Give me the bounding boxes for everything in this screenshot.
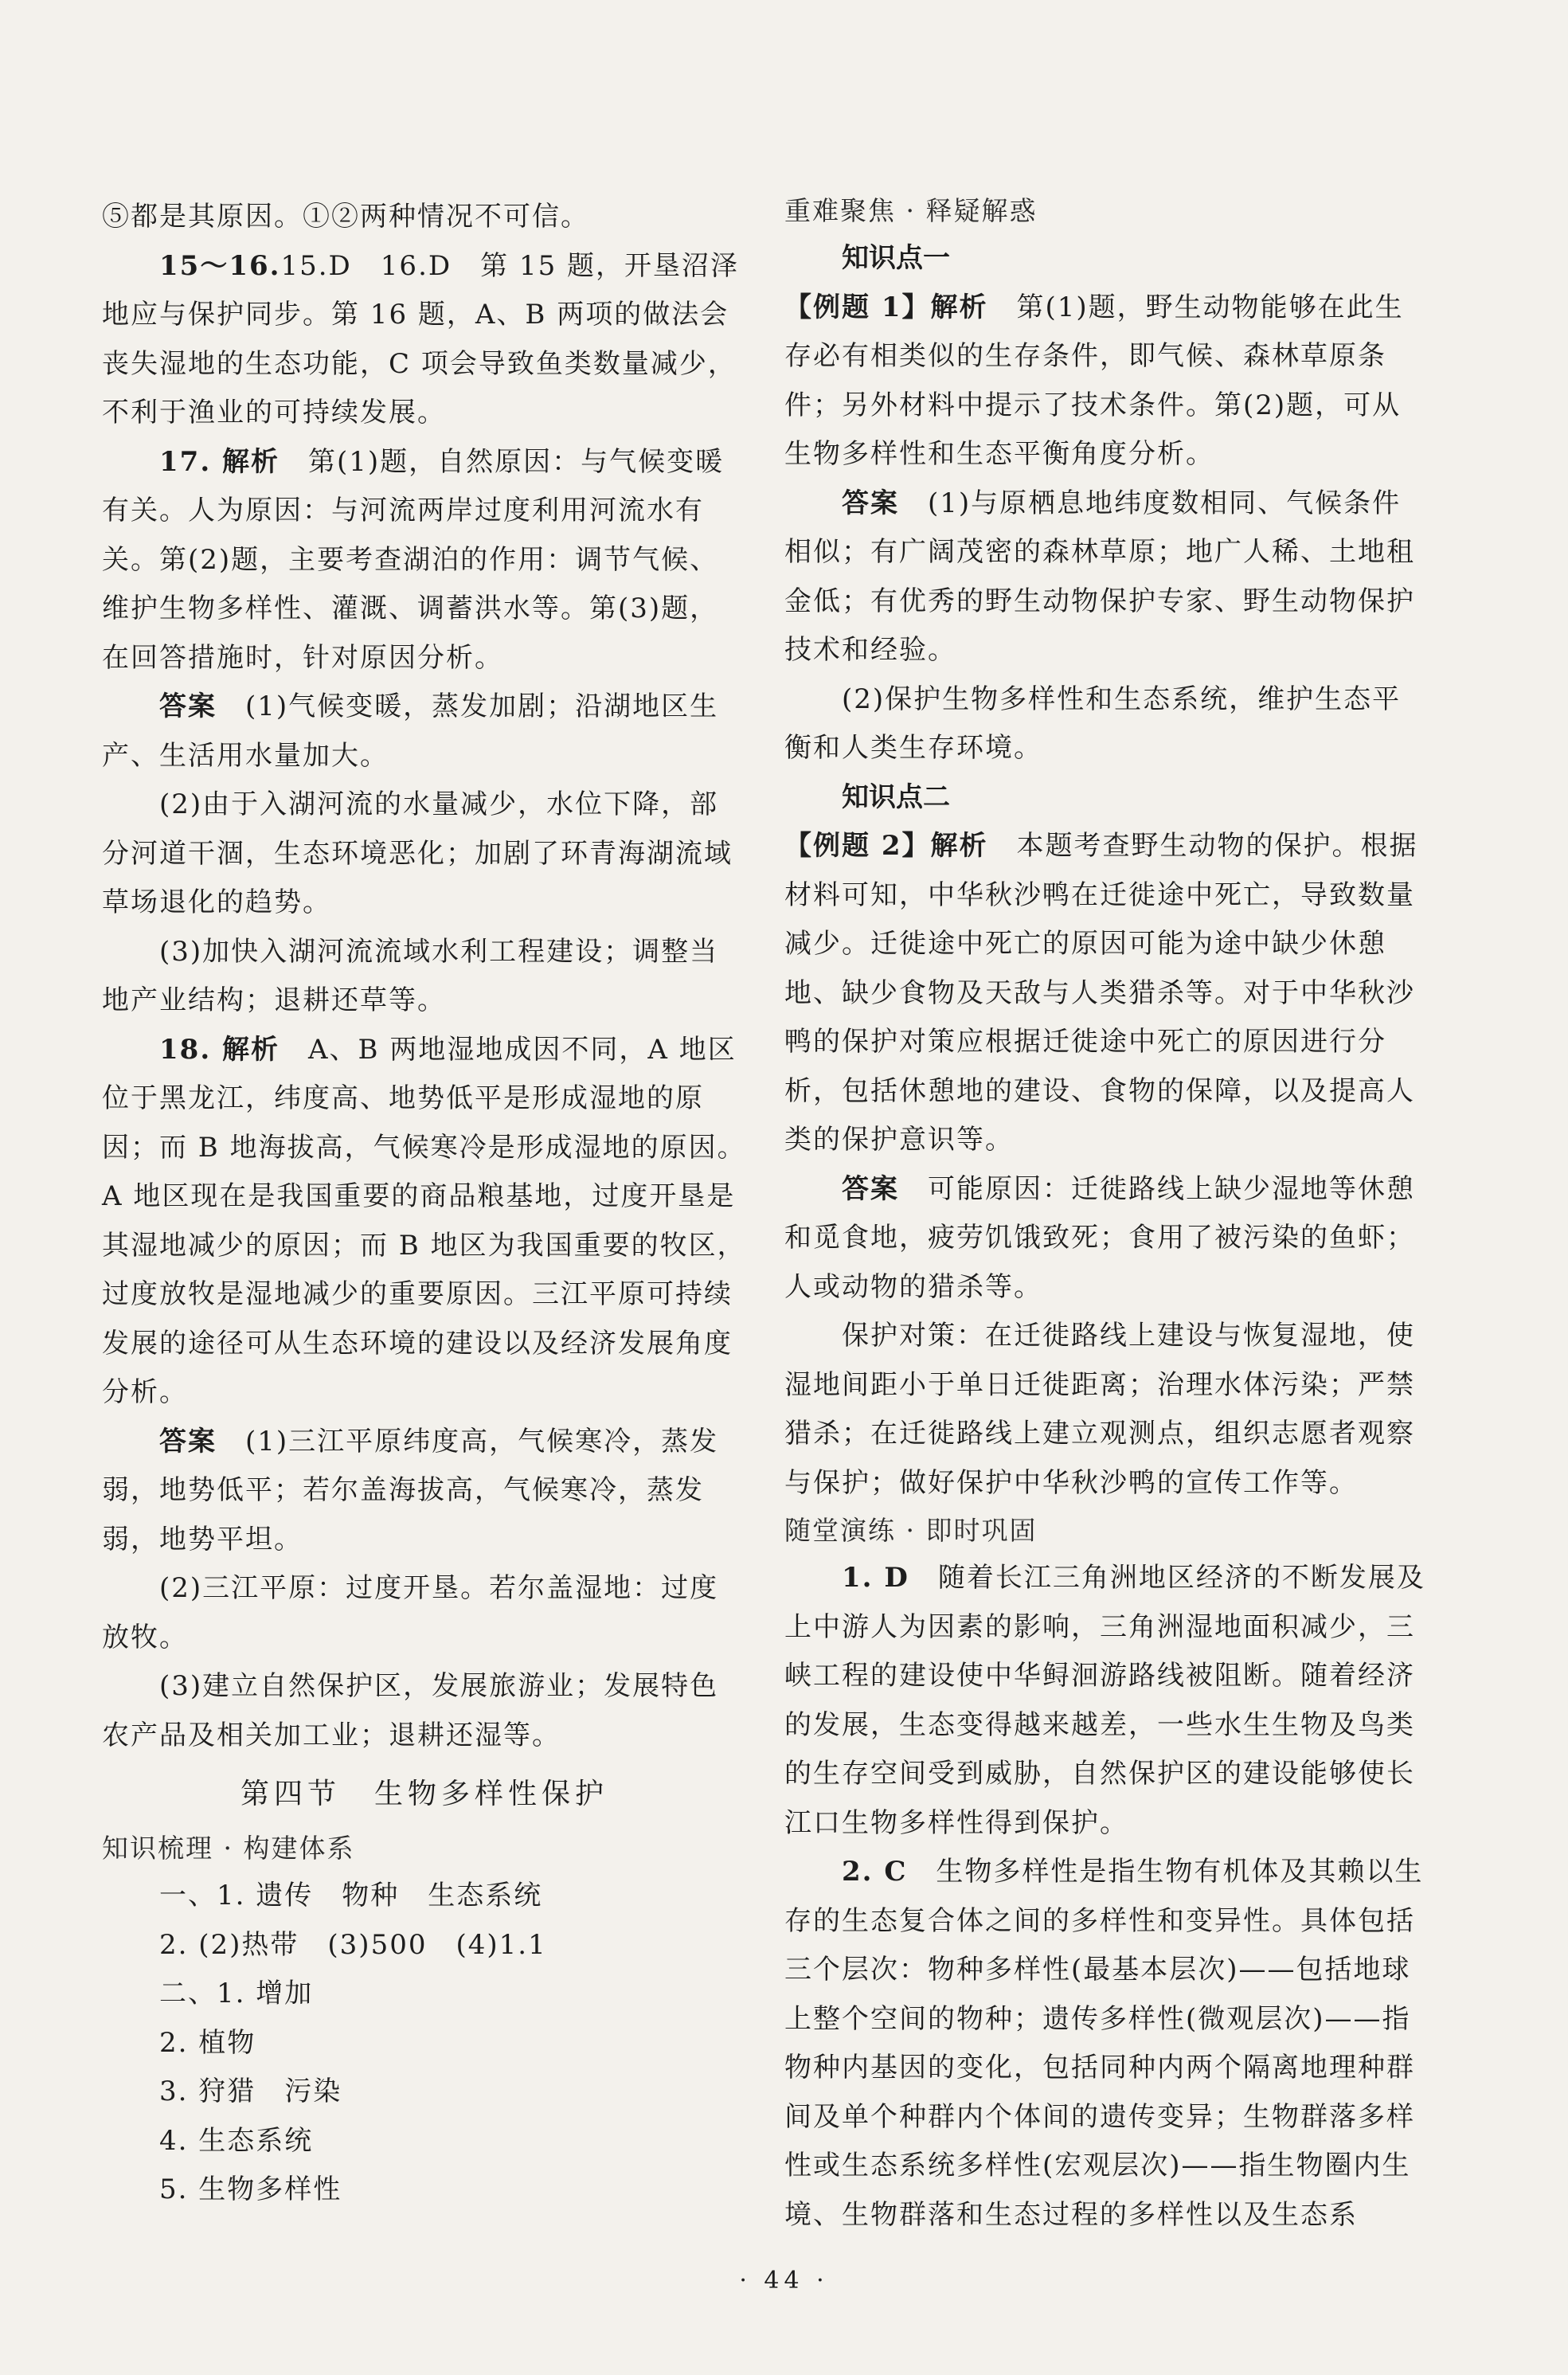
practice-1-number: 1. D: [842, 1562, 909, 1594]
knowledge-point-2: 知识点二: [842, 781, 950, 813]
q18-text: A、B 两地湿地成因不同，A 地区位于黑龙江，纬度高、地势低平是形成湿地的原因；而 B 地海拔高，气候寒冷是形成湿地的原因。A 地区现在是我国重要的商品粮基地，过度开垦是其湿地减少的原因；而 B 地区为我国重要的牧区，过度放牧是湿地减少的重要原因。三江平原可持续发展的途径可从生态环境的建设以及经济发展角度分析。: [102, 1033, 746, 1408]
practice-2: [784, 1848, 1429, 2240]
left-column: [102, 193, 747, 2215]
q18-answer-2: (2)三江平原：过度开垦。若尔盖湿地：过度放牧。: [102, 1572, 719, 1653]
q17-answer-3: (3)加快入湖河流流域水利工程建设；调整当地产业结构；退耕还草等。: [102, 935, 719, 1016]
list-item: 4. 生态系统: [159, 2124, 314, 2157]
example-1-answer-2: (2)保护生物多样性和生态系统，维护生态平衡和人类生存环境。: [784, 683, 1402, 764]
q15-16-text: 15.D 16.D 第 15 题，开垦沼泽地应与保护同步。第 16 题，A、B 两项的做法会丧失湿地的生态功能，C 项会导致鱼类数量减少，不利于渔业的可持续发展。: [102, 249, 740, 428]
example-2-answer-1-text: 可能原因：迁徙路线上缺少湿地等休憩和觅食地，疲劳饥饿致死；食用了被污染的鱼虾；人或动物的猎杀等。: [784, 1172, 1415, 1303]
example-2-analysis: [784, 822, 1429, 1165]
page-number: · 44 ·: [739, 2267, 829, 2295]
practice-2-number: 2. C: [842, 1856, 908, 1888]
q17-answer-label: 答案: [159, 691, 217, 722]
knowledge-head: 知识梳理 · 构建体系: [102, 1833, 355, 1864]
q18-answer-1-text: (1)三江平原纬度高，气候寒冷，蒸发弱，地势低平；若尔盖海拔高，气候寒冷，蒸发弱，地势平坦。: [102, 1425, 719, 1555]
intro-line: ⑤都是其原因。①②两种情况不可信。: [102, 201, 589, 233]
knowledge-point-1: 知识点一: [842, 242, 950, 274]
q18-analysis: [102, 1026, 747, 1418]
list-item: 3. 狩猎 污染: [159, 2076, 342, 2107]
practice-1: [784, 1554, 1429, 1848]
focus-head: 重难聚焦 · 释疑解惑: [784, 195, 1038, 226]
example-1-answer-1: [784, 479, 1429, 675]
example-1-text: 第(1)题，野生动物能够在此生存必有相类似的生存条件，即气候、森林草原条件；另外材料中提示了技术条件。第(2)题，可从生物多样性和生态平衡角度分析。: [784, 291, 1404, 470]
example-2-text: 本题考查野生动物的保护。根据材料可知，中华秋沙鸭在迁徙途中死亡，导致数量减少。迁徙途中死亡的原因可能为途中缺少休憩地、缺少食物及天敌与人类猎杀等。对于中华秋沙鸭的保护对策应根据迁徙途中死亡的原因进行分析，包括休憩地的建设、食物的保障，以及提高人类的保护意识等。: [784, 830, 1418, 1156]
q17-answer-1: [102, 683, 747, 781]
example-2-answer-label: 答案: [842, 1172, 899, 1205]
list-item: 5. 生物多样性: [159, 2173, 342, 2205]
q18-number: 18. 解析: [159, 1033, 280, 1066]
section-title: 第四节 生物多样性保护: [240, 1778, 608, 1810]
q15-16-number: 15～16.: [159, 249, 281, 282]
q15-16-paragraph: [102, 242, 747, 438]
q17-analysis: [102, 438, 747, 683]
list-item: 2. (2)热带 (3)500 (4)1.1: [159, 1928, 547, 1961]
example-1-label: 【例题 1】解析: [784, 291, 988, 323]
right-column: [784, 188, 1429, 2240]
q17-text: 第(1)题，自然原因：与气候变暖有关。人为原因：与河流两岸过度利用河流水有关。第(2)题，主要考查湖泊的作用：调节气候、维护生物多样性、灌溉、调蓄洪水等。第(3)题，在回答措施时，针对原因分析。: [102, 445, 725, 674]
q18-answer-1: [102, 1418, 747, 1565]
example-1-answer-1-text: (1)与原栖息地纬度数相同、气候条件相似；有广阔茂密的森林草原；地广人稀、土地租金低；有优秀的野生动物保护专家、野生动物保护技术和经验。: [784, 487, 1415, 666]
q18-answer-label: 答案: [159, 1425, 217, 1457]
example-1-analysis: [784, 284, 1429, 479]
practice-head: 随堂演练 · 即时巩固: [784, 1515, 1038, 1546]
practice-2-text: 生物多样性是指生物有机体及其赖以生存的生态复合体之间的多样性和变异性。具体包括三个层次：物种多样性(最基本层次)——包括地球上整个空间的物种；遗传多样性(微观层次)——指物种内基因的变化，包括同种内两个隔离地理种群间及单个种群内个体间的遗传变异；生物群落多样性或生态系统多样性(宏观层次)——指生物圈内生境、生物群落和生态过程的多样性以及生态系: [784, 1856, 1424, 2231]
q17-number: 17. 解析: [159, 445, 280, 478]
example-2-answer-1: [784, 1165, 1429, 1313]
q18-answer-3: (3)建立自然保护区，发展旅游业；发展特色农产品及相关加工业；退耕还湿等。: [102, 1670, 719, 1751]
practice-1-text: 随着长江三角洲地区经济的不断发展及上中游人为因素的影响，三角洲湿地面积减少，三峡工程的建设使中华鲟洄游路线被阻断。随着经济的发展，生态变得越来越差，一些水生生物及鸟类的生存空间受到威胁，自然保护区的建设能够使长江口生物多样性得到保护。: [784, 1562, 1425, 1839]
q17-answer-1-text: (1)气候变暖，蒸发加剧；沿湖地区生产、生活用水量加大。: [102, 691, 719, 772]
example-1-answer-label: 答案: [842, 487, 899, 519]
example-2-answer-2: 保护对策：在迁徙路线上建设与恢复湿地，使湿地间距小于单日迁徙距离；治理水体污染；严禁猎杀；在迁徙路线上建立观测点，组织志愿者观察与保护；做好保护中华秋沙鸭的宣传工作等。: [784, 1320, 1415, 1499]
list-item: 一、1. 遗传 物种 生态系统: [159, 1880, 543, 1911]
list-item: 2. 植物: [159, 2026, 256, 2059]
example-2-label: 【例题 2】解析: [784, 830, 988, 862]
q17-answer-2: (2)由于入湖河流的水量减少，水位下降，部分河道干涸，生态环境恶化；加剧了环青海湖流域草场退化的趋势。: [102, 788, 733, 918]
list-item: 二、1. 增加: [159, 1978, 314, 2009]
